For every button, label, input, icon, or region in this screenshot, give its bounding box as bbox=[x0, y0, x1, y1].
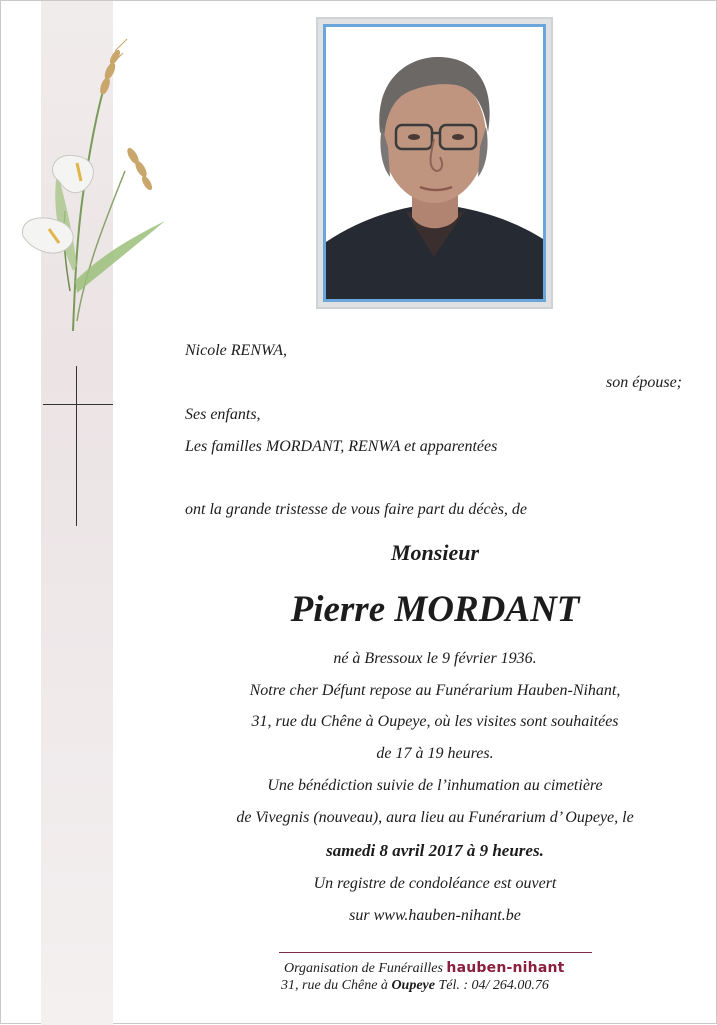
ceremony-line-1: Une bénédiction suivie de l’inhumation au cimetière bbox=[267, 777, 603, 794]
footer-address bbox=[281, 977, 549, 995]
birth-line: né à Bressoux le 9 février 1936. bbox=[333, 650, 537, 667]
rest-line-3: de 17 à 19 heures. bbox=[376, 745, 494, 762]
calla-lily-wheat-illustration bbox=[15, 31, 175, 351]
announcement-line: ont la grande tristesse de vous faire part du décès, de bbox=[185, 501, 528, 518]
portrait-frame bbox=[316, 17, 553, 309]
children-line: Ses enfants, bbox=[185, 406, 261, 423]
footer-organisation bbox=[284, 959, 565, 978]
footer-phone: Tél. : 04/ 264.00.76 bbox=[438, 978, 549, 993]
cross-icon-bar bbox=[43, 404, 113, 405]
cross-icon bbox=[76, 366, 77, 526]
spouse-role: son épouse; bbox=[606, 374, 682, 391]
rest-line-2: 31, rue du Chêne à Oupeye, où les visites sont souhaitées bbox=[251, 713, 619, 730]
registry-line-2: sur www.hauben-nihant.be bbox=[349, 907, 521, 924]
brand-logo-text: hauben-nihant bbox=[446, 960, 565, 976]
footer-org-prefix: Organisation de Funérailles bbox=[284, 961, 443, 976]
footer-address-prefix: 31, rue du Chêne à bbox=[281, 978, 388, 993]
ceremony-datetime: samedi 8 avril 2017 à 9 heures. bbox=[326, 841, 544, 860]
spouse-name: Nicole RENWA, bbox=[185, 342, 287, 359]
rest-line-1: Notre cher Défunt repose au Funérarium Hauben-Nihant, bbox=[249, 682, 621, 699]
families-line: Les familles MORDANT, RENWA et apparentées bbox=[185, 438, 498, 455]
registry-line-1: Un registre de condoléance est ouvert bbox=[313, 875, 557, 892]
deceased-name: Pierre MORDANT bbox=[290, 589, 580, 630]
honorific: Monsieur bbox=[390, 540, 480, 565]
footer-divider bbox=[279, 952, 592, 953]
ceremony-line-2: de Vivegnis (nouveau), aura lieu au Funérarium d’ Oupeye, le bbox=[236, 809, 634, 826]
portrait-photo bbox=[323, 24, 546, 302]
footer-address-town: Oupeye bbox=[391, 978, 435, 993]
